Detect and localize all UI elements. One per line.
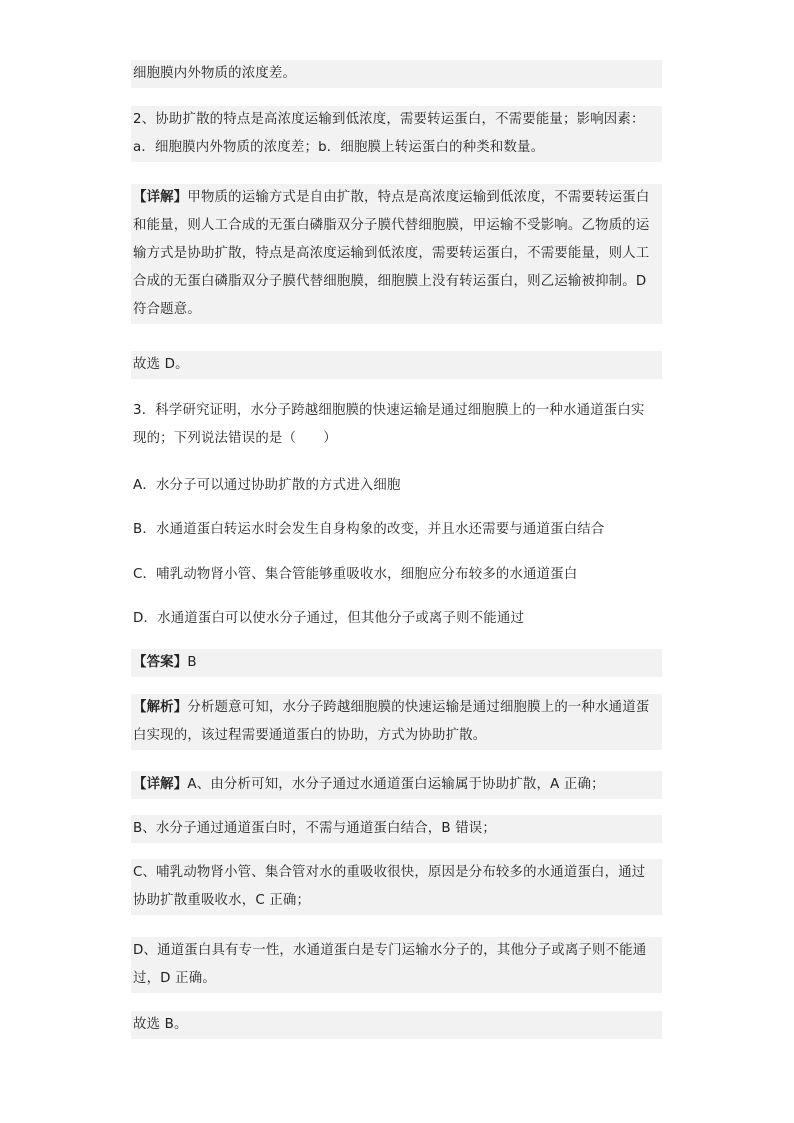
text-line: C、哺乳动物肾小管、集合管对水的重吸收很快，原因是分布较多的水通道蛋白，通过	[133, 865, 646, 880]
text-line: 和能量，则人工合成的无蛋白磷脂双分子膜代替细胞膜，甲运输不受影响。乙物质的运	[133, 218, 650, 233]
text-line: B、水分子通过通道蛋白时，不需与通道蛋白结合，B 错误；	[133, 821, 496, 836]
option-c	[131, 561, 662, 589]
text-line: a．细胞膜内外物质的浓度差；b．细胞膜上转运蛋白的种类和数量。	[133, 140, 545, 155]
text-line: 故选 D。	[133, 357, 189, 372]
section-tag: 【详解】	[133, 777, 188, 792]
answer-choice-q2	[131, 351, 662, 379]
detailed-solution-q3-c	[131, 859, 662, 915]
text-line: B．水通道蛋白转运水时会发生自身构象的改变，并且水还需要与通道蛋白结合	[133, 522, 605, 537]
text-line: 过，D 正确。	[133, 971, 216, 986]
answer-q3	[131, 649, 662, 677]
text-line: 细胞膜内外物质的浓度差。	[133, 66, 297, 81]
text-line: D、通道蛋白具有专一性，水通道蛋白是专门运输水分子的，其他分子或离子则不能通	[133, 943, 647, 958]
answer-choice-q3	[131, 1011, 662, 1039]
section-tag: 【解析】	[133, 700, 188, 715]
detailed-solution-q2	[131, 184, 662, 324]
option-b	[131, 516, 662, 544]
text-line: 【详解】A、由分析可知，水分子通过水通道蛋白运输属于协助扩散，A 正确；	[133, 777, 605, 792]
text-line: C．哺乳动物肾小管、集合管能够重吸收水，细胞应分布较多的水通道蛋白	[133, 567, 578, 582]
text-line: 【答案】B	[133, 655, 197, 670]
text-line: 2、协助扩散的特点是高浓度运输到低浓度，需要转运蛋白，不需要能量；影响因素：	[133, 112, 645, 127]
text-line: 协助扩散重吸收水，C 正确；	[133, 893, 311, 908]
text-line: D．水通道蛋白可以使水分子通过，但其他分子或离子则不能通过	[133, 611, 525, 626]
text-line: 【详解】甲物质的运输方式是自由扩散，特点是高浓度运输到低浓度，不需要转运蛋白	[133, 190, 650, 205]
detailed-solution-q3-a	[131, 771, 662, 799]
explanation-point-2	[131, 106, 662, 162]
text-line: 符合题意。	[133, 302, 201, 317]
option-a	[131, 472, 662, 500]
text-line: 合成的无蛋白磷脂双分子膜代替细胞膜，细胞膜上没有转运蛋白，则乙运输被抑制。D	[133, 274, 647, 289]
analysis-q3	[131, 694, 662, 750]
detailed-solution-q3-d	[131, 937, 662, 993]
question-3-stem	[131, 397, 662, 453]
text-line: 现的；下列说法错误的是（ ）	[133, 431, 337, 446]
text-line: 【解析】分析题意可知，水分子跨越细胞膜的快速运输是通过细胞膜上的一种水通道蛋	[133, 700, 650, 715]
text-line: 白实现的，该过程需要通道蛋白的协助，方式为协助扩散。	[133, 728, 487, 743]
text-line: 故选 B。	[133, 1017, 188, 1032]
option-d	[131, 605, 662, 633]
text-line: A．水分子可以通过协助扩散的方式进入细胞	[133, 478, 401, 493]
section-tag: 【详解】	[133, 190, 188, 205]
text-line: 输方式是协助扩散，特点是高浓度运输到低浓度，需要转运蛋白，不需要能量，则人工	[133, 246, 650, 261]
text-line: 3．科学研究证明，水分子跨越细胞膜的快速运输是通过细胞膜上的一种水通道蛋白实	[133, 403, 645, 418]
explanation-continuation	[131, 60, 662, 88]
section-tag: 【答案】	[133, 655, 188, 670]
detailed-solution-q3-b	[131, 815, 662, 843]
